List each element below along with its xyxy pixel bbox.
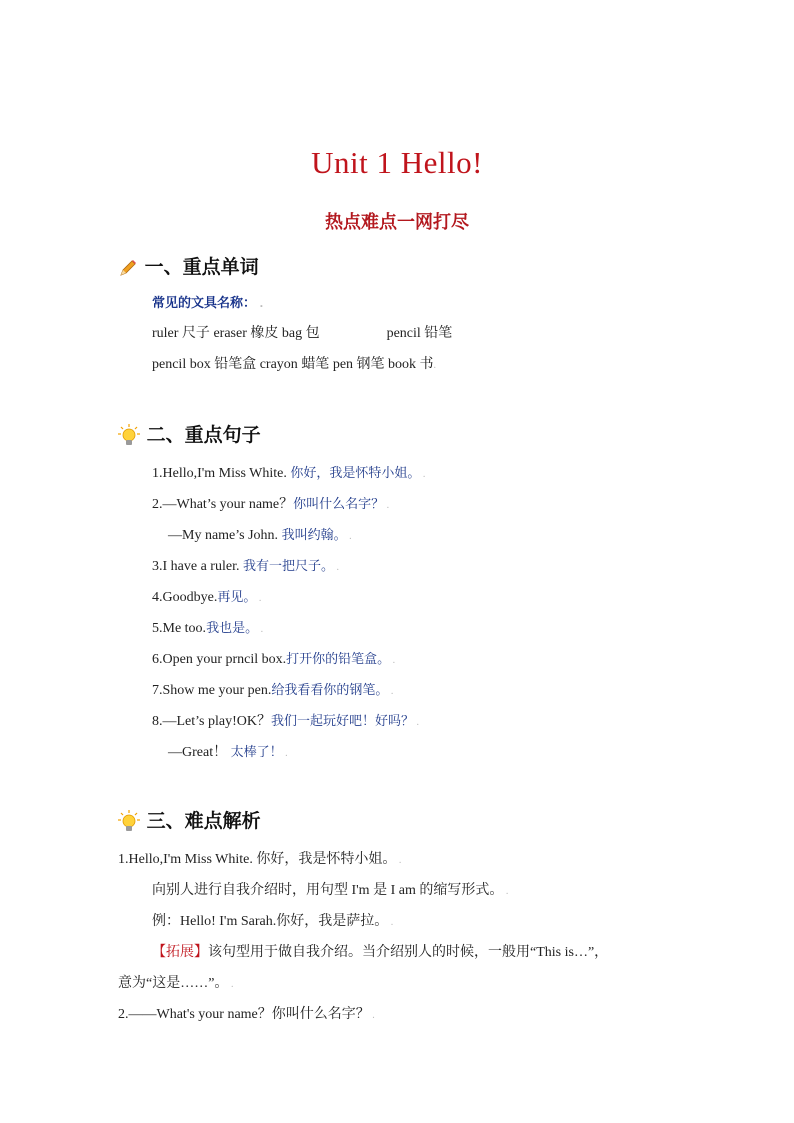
analysis-line-1: 1.Hello,I'm Miss White. 你好，我是怀特小姐。 . bbox=[118, 852, 402, 867]
sentence-cn: 我也是。 bbox=[206, 621, 259, 636]
sentence-4: 4.Goodbye.再见。 . bbox=[152, 590, 262, 605]
vocab-meaning: 尺子 bbox=[181, 326, 210, 341]
sentence-cn: 打开你的铅笔盒。 bbox=[286, 652, 391, 667]
sentence-en: 6.Open your prncil box. bbox=[152, 652, 287, 667]
sentence-cn: 我有一把尺子。 bbox=[242, 559, 334, 574]
vocab-word: book bbox=[388, 357, 417, 372]
sentence-en: 1.Hello,I'm Miss White. bbox=[152, 466, 287, 481]
section-1-heading bbox=[118, 252, 259, 279]
vocab-meaning: 铅笔 bbox=[424, 326, 453, 341]
analysis-text: 该句型用于做自我介绍。当介绍别人的时候，一般用“This is…”， bbox=[208, 945, 609, 960]
section-1-heading-text: 一、重点单词 bbox=[144, 256, 259, 278]
analysis-line-2: 向别人进行自我介绍时，用句型 I'm 是 I am 的缩写形式。 . bbox=[152, 883, 509, 898]
vocab-word: pencil bbox=[386, 326, 421, 341]
vocab-meaning: 铅笔盒 bbox=[214, 357, 257, 372]
sentence-cn: 太棒了！ bbox=[230, 745, 283, 760]
analysis-text: 例：Hello! I'm Sarah.你好，我是萨拉。 bbox=[152, 914, 389, 929]
vocab-word: pen bbox=[332, 357, 354, 372]
section-3-heading-text: 三、难点解析 bbox=[146, 810, 261, 832]
vocab-word: eraser bbox=[213, 326, 247, 341]
section-3-heading bbox=[118, 806, 261, 834]
vocab-meaning: 钢笔 bbox=[356, 357, 385, 372]
vocab-word: box bbox=[189, 357, 211, 372]
sentence-en: —Great！ bbox=[168, 745, 228, 760]
sentence-en: 7.Show me your pen. bbox=[152, 683, 272, 698]
vocab-meaning: 橡皮 bbox=[250, 326, 279, 341]
vocab-meaning: 蜡笔 bbox=[301, 357, 330, 372]
vocab-meaning: 书 bbox=[419, 357, 434, 372]
sentence-8b: —Great！ 太棒了！ . bbox=[168, 745, 288, 760]
sentence-3: 3.I have a ruler. 我有一把尺子。 . bbox=[152, 559, 339, 574]
sentence-en: 4.Goodbye. bbox=[152, 590, 218, 605]
pencil-icon bbox=[118, 258, 138, 278]
section-2-heading bbox=[118, 420, 261, 448]
label-text: 常见的文具名称： bbox=[152, 296, 257, 311]
sentence-en: 3.I have a ruler. bbox=[152, 559, 240, 574]
sentence-7: 7.Show me your pen.给我看看你的钢笔。 . bbox=[152, 683, 394, 698]
lightbulb-icon bbox=[118, 424, 140, 448]
sentence-cn: 再见。 bbox=[217, 590, 257, 605]
analysis-line-5: 意为“这是……”。 . bbox=[118, 976, 234, 991]
expand-tag: 【拓展】 bbox=[152, 945, 208, 960]
sentence-en: 5.Me too. bbox=[152, 621, 207, 636]
section-2-heading-text: 二、重点句子 bbox=[146, 424, 261, 446]
vocab-word: bag bbox=[281, 326, 303, 341]
analysis-line-3: 例：Hello! I'm Sarah.你好，我是萨拉。 . bbox=[152, 914, 394, 929]
analysis-text: 向别人进行自我介绍时，用句型 I'm 是 I am 的缩写形式。 bbox=[152, 883, 504, 898]
page-title: Unit 1 Hello! bbox=[311, 145, 483, 180]
page-subtitle: 热点难点一网打尽 bbox=[325, 212, 469, 233]
analysis-line-4 bbox=[152, 941, 608, 961]
analysis-line-6: 2.——What's your name？你叫什么名字？ . bbox=[118, 1007, 375, 1022]
sentence-1: 1.Hello,I'm Miss White. 你好，我是怀特小姐。 . bbox=[152, 466, 426, 481]
analysis-text: 1.Hello,I'm Miss White. 你好，我是怀特小姐。 bbox=[118, 852, 397, 867]
sentence-2: 2.—What’s your name？你叫什么名字？ . bbox=[152, 497, 390, 512]
sentence-cn: 你好，我是怀特小姐。 bbox=[290, 466, 421, 481]
sentence-2b: —My name’s John. 我叫约翰。 . bbox=[168, 528, 352, 543]
vocab-word: pencil bbox=[152, 357, 187, 372]
vocab-meaning: 包 bbox=[305, 326, 320, 341]
sentence-8: 8.—Let’s play!OK？我们一起玩好吧！好吗？ . bbox=[152, 714, 419, 729]
vocab-row-1 bbox=[152, 322, 452, 342]
sentence-6: 6.Open your prncil box.打开你的铅笔盒。 . bbox=[152, 652, 396, 667]
sentence-en: —My name’s John. bbox=[168, 528, 279, 543]
vocab-word: crayon bbox=[259, 357, 298, 372]
sentence-en: 8.—Let’s play!OK？ bbox=[152, 714, 271, 729]
sentence-cn: 你叫什么名字？ bbox=[293, 497, 385, 512]
sentence-cn: 给我看看你的钢笔。 bbox=[271, 683, 389, 698]
sentence-cn: 我们一起玩好吧！好吗？ bbox=[270, 714, 414, 729]
lightbulb-icon bbox=[118, 810, 140, 834]
sentence-cn: 我叫约翰。 bbox=[281, 528, 347, 543]
vocab-word: ruler bbox=[152, 326, 179, 341]
vocab-row-2: pencil box 铅笔盒 crayon 蜡笔 pen 钢笔 book 书. bbox=[152, 357, 437, 372]
analysis-text: 2.——What's your name？你叫什么名字？ bbox=[118, 1007, 370, 1022]
section-1-label: 常见的文具名称： . bbox=[152, 296, 264, 311]
analysis-text: 意为“这是……”。 bbox=[118, 976, 229, 991]
sentence-5: 5.Me too.我也是。 . bbox=[152, 621, 264, 636]
sentence-en: 2.—What’s your name？ bbox=[152, 497, 294, 512]
